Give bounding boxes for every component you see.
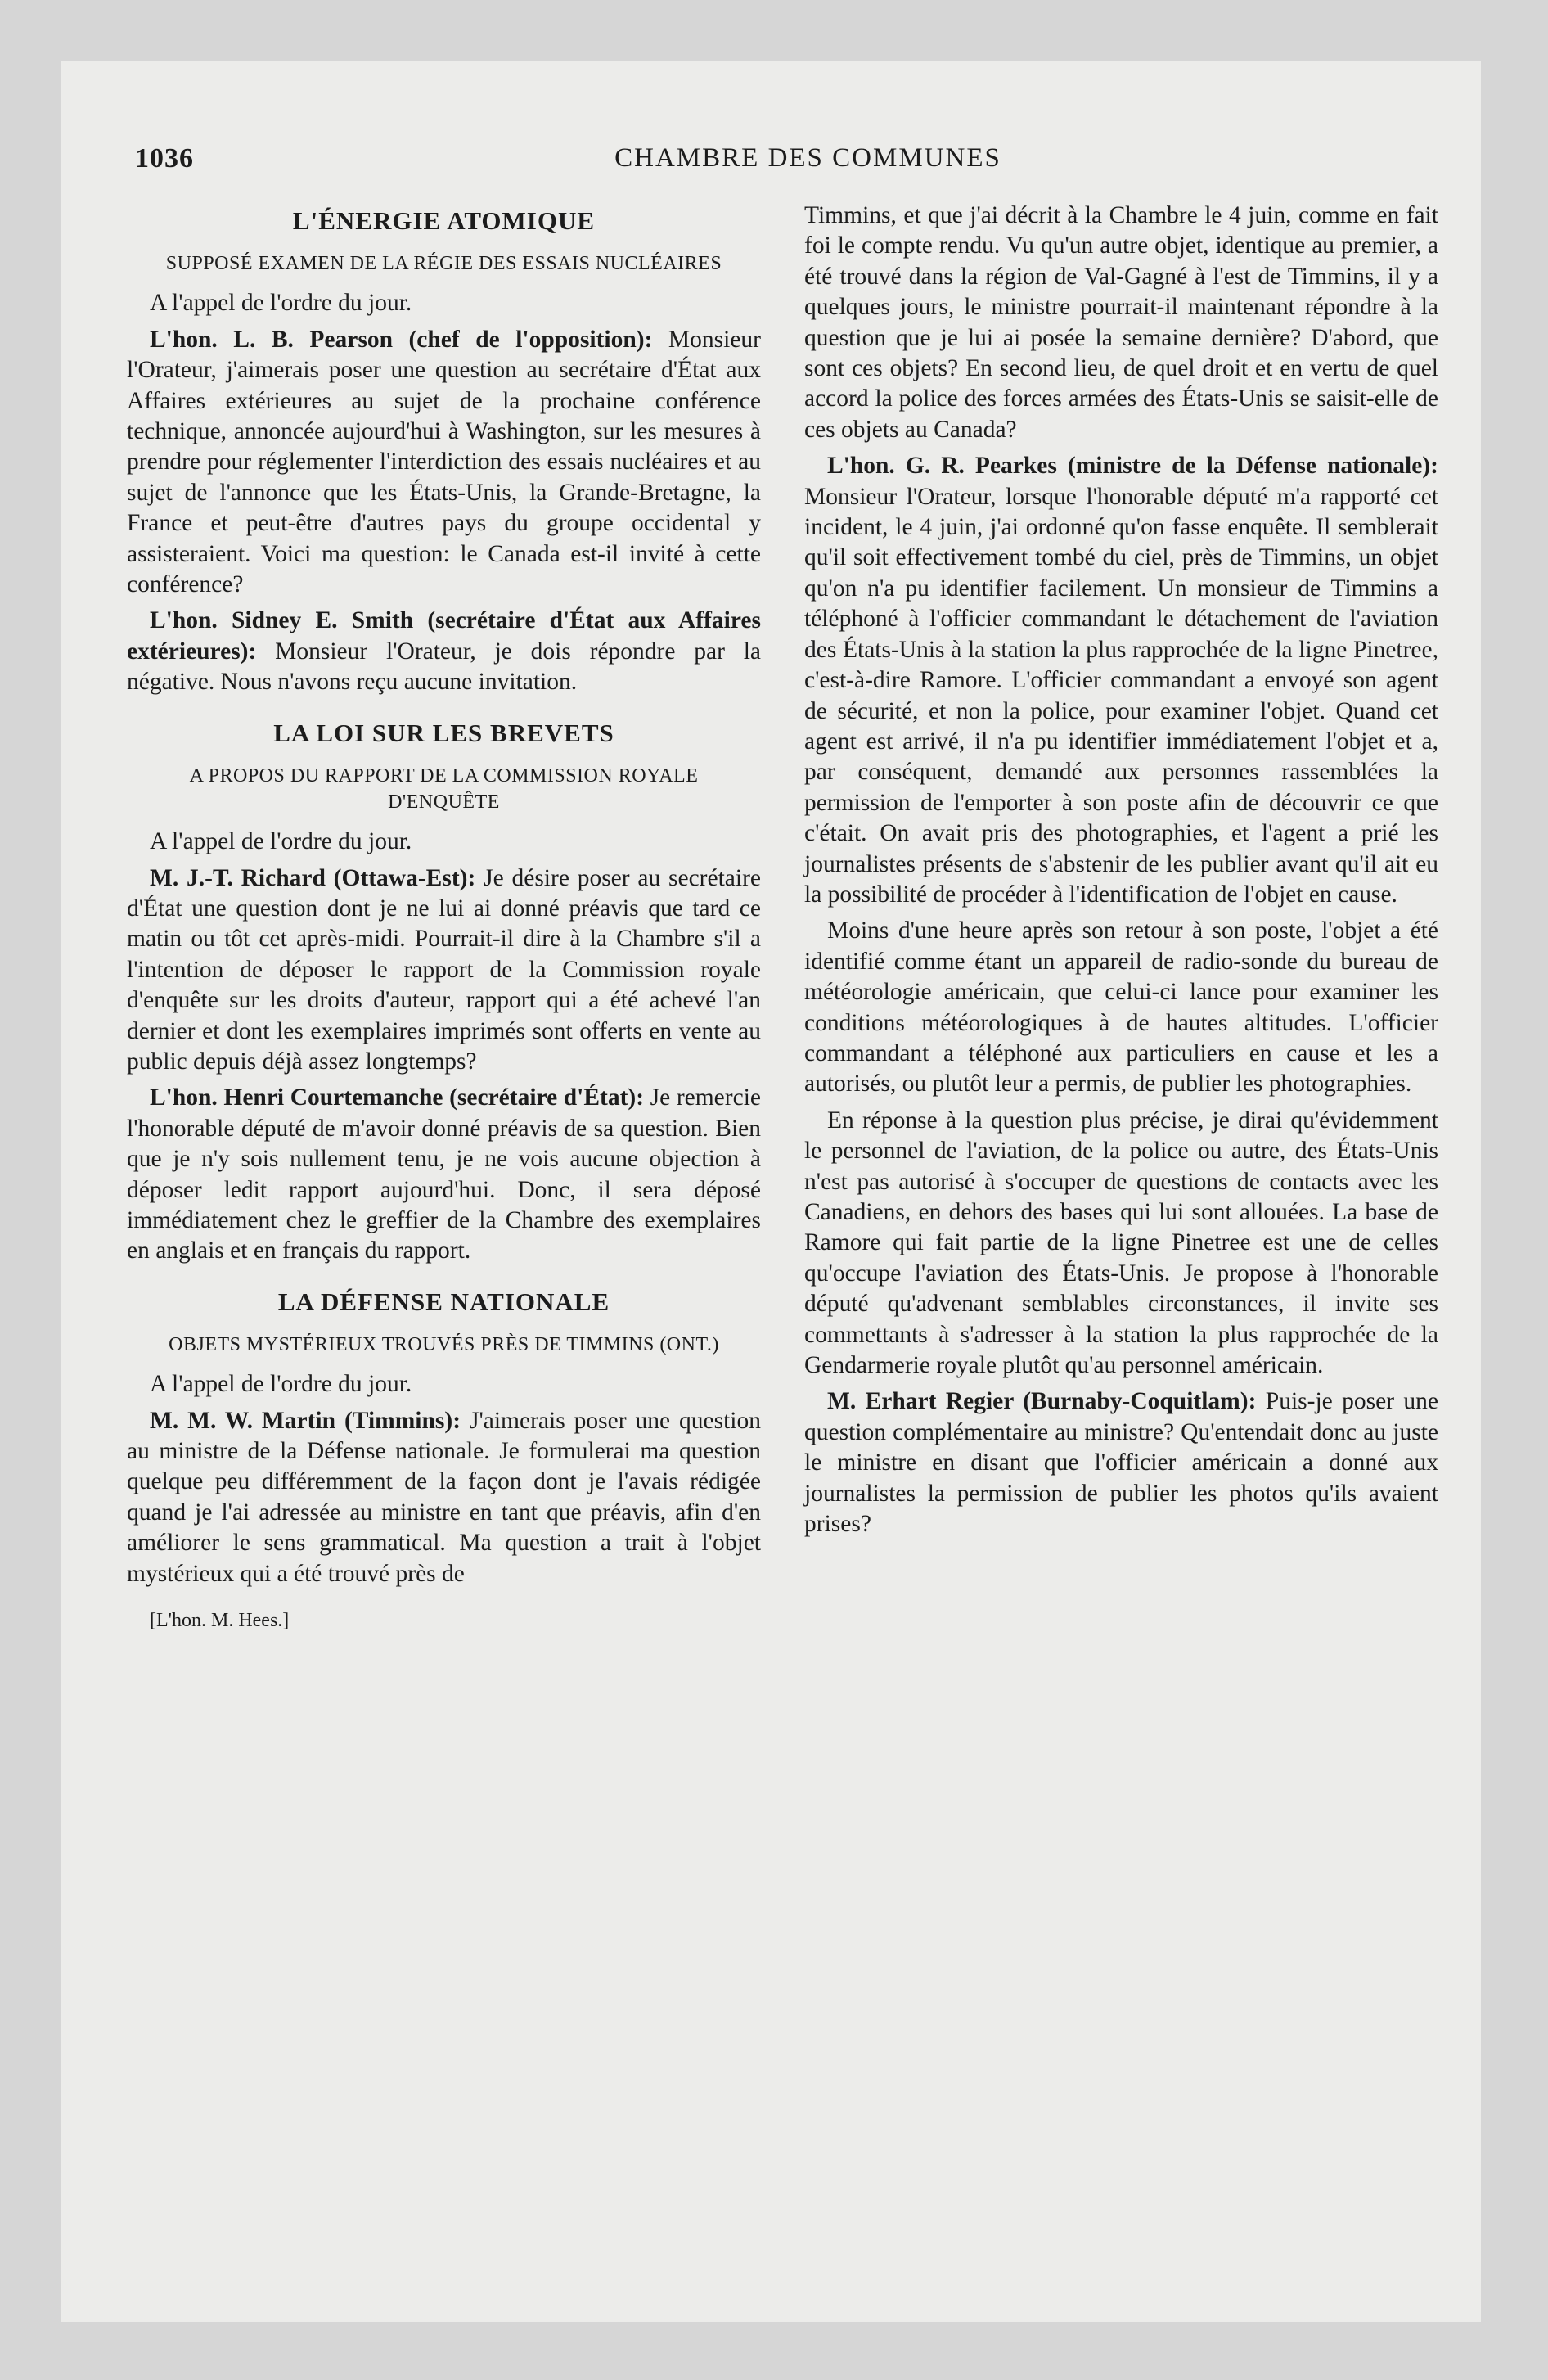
section-heading-patents: LA LOI SUR LES BREVETS bbox=[273, 718, 614, 747]
section-heading-atomic-energy: L'ÉNERGIE ATOMIQUE bbox=[292, 206, 596, 235]
speaker-name: L'hon. Henri Courtemanche (secrétaire d'État): bbox=[150, 1084, 645, 1111]
speaker-name: L'hon. G. R. Pearkes (ministre de la Défense nationale): bbox=[827, 453, 1438, 480]
speech-martin bbox=[127, 1406, 761, 1589]
speech-pearson bbox=[127, 325, 761, 601]
speech-smith bbox=[127, 606, 761, 697]
journal-title: CHAMBRE DES COMMUNES bbox=[614, 143, 1001, 173]
speech-pearkes-paragraph-2: Moins d'une heure après son retour à son poste, l'objet a été identifié comme étant un appareil de radio-sonde du bureau de météorologie américain, que celui-ci lance pour examiner les conditions météorologiques à de hautes altitudes. L'officier commandant a téléphoné aux particuliers en cause et les a autorisés, ou plutôt leur a permis, de publier les photographies. bbox=[804, 917, 1438, 1098]
right-column bbox=[804, 201, 1438, 1545]
speech-pearkes-paragraph-3: En réponse à la question plus précise, je dirai qu'évidemment le personnel de l'aviation, de la police ou autre, des États-Unis n'est pas autorisé à s'occuper de questions de contacts avec les Canadiens, en dehors des bases qui lui sont allouées. La base de Ramore qui fait partie de la ligne Pinetree est une de celles qu'occupe l'aviation des États-Unis. Je propose à l'honorable député qu'advenant semblables circonstances, il invite ses commettants à s'adresser à la station la plus rapprochée de la Gendarmerie royale plutôt qu'au personnel américain. bbox=[804, 1107, 1438, 1379]
speech-text: J'aimerais poser une question au ministre de la Défense nationale. Je formulerai ma question quelque peu différemment de la façon dont je l'avais rédigée quand je l'ai adressée au ministre en tant que préavis, afin d'en améliorer le sens grammatical. Ma question a trait à l'objet mystérieux qui a été trouvé près de bbox=[127, 1407, 761, 1587]
speaker-name: M. Erhart Regier (Burnaby-Coquitlam): bbox=[827, 1388, 1257, 1415]
speech-pearkes bbox=[804, 451, 1438, 910]
speech-courtemanche bbox=[127, 1083, 761, 1266]
section-subheading-royal-commission: A PROPOS DU RAPPORT DE LA COMMISSION ROYALE D'ENQUÊTE bbox=[189, 765, 699, 814]
order-of-day-paragraph: A l'appel de l'ordre du jour. bbox=[150, 290, 412, 317]
running-head bbox=[135, 143, 1481, 184]
speech-text: Je désire poser au secrétaire d'État une question dont je ne lui ai donné préavis que tard ce matin ou tôt cet après-midi. Pourrait-il dire à la Chambre s'il a l'intention de déposer le rapport de la Commission royale d'enquête sur les droits d'auteur, rapport qui a été achevé l'an dernier et dont les exemplaires imprimés sont offerts en vente au public depuis déjà assez longtemps? bbox=[127, 864, 762, 1075]
speech-richard bbox=[127, 863, 761, 1078]
speech-text: Monsieur l'Orateur, lorsque l'honorable député m'a rapporté cet incident, le 4 juin, j'ai ordonné qu'on fasse enquête. Il semblerait qu'il soit effectivement tombé du ciel, près de Timmins, un objet qu'on n'a pu identifier facilement. Un monsieur de Timmins a téléphoné à l'officier commandant le détachement de l'aviation des États-Unis à la station la plus rapprochée de la ligne Pinetree, c'est-à-dire Ramore. L'officier commandant a envoyé son agent de sécurité, et non la police, pour examiner l'objet. Quand cet agent est arrivé, il n'a pu identifier immédiatement l'objet et a, par conséquent, demandé aux personnes rassemblées la permission de l'emporter à son poste afin de découvrir ce que c'était. On avait pris des photographies, et l'agent a prié les journalistes présents de s'abstenir de les publier avant qu'il ait eu la possibilité de procéder à l'identification de l'objet en cause. bbox=[804, 483, 1438, 908]
speech-text: Monsieur l'Orateur, j'aimerais poser une question au secrétaire d'État aux Affaires extérieures au sujet de la prochaine conférence technique, annoncée aujourd'hui à Washington, sur les mesures à prendre pour réglementer l'interdiction des essais nucléaires et au sujet de l'annonce que les États-Unis, la Grande-Bretagne, la France et peut-être d'autres pays du groupe occidental y assisteraient. Voici ma question: le Canada est-il invité à cette conférence? bbox=[127, 326, 762, 598]
hansard-page bbox=[61, 61, 1481, 2322]
speech-text: Je remercie l'honorable député de m'avoir donné préavis de sa question. Bien que je n'y sois nullement tenu, je ne vois aucune objection à déposer ledit rapport aujourd'hui. Donc, il sera déposé immédiatement chez le greffier de la Chambre des exemplaires en anglais et en français du rapport. bbox=[127, 1084, 761, 1264]
order-of-day-paragraph: A l'appel de l'ordre du jour. bbox=[150, 1371, 412, 1398]
speaker-name: M. J.-T. Richard (Ottawa-Est): bbox=[150, 864, 476, 891]
speech-regier bbox=[804, 1386, 1438, 1539]
order-of-day-paragraph: A l'appel de l'ordre du jour. bbox=[150, 828, 412, 855]
section-heading-national-defence: LA DÉFENSE NATIONALE bbox=[277, 1287, 610, 1316]
speech-text: Monsieur l'Orateur, je dois répondre par la négative. Nous n'avons reçu aucune invitation. bbox=[127, 638, 761, 696]
speaker-name: L'hon. Sidney E. Smith (secrétaire d'État aux Affaires extérieures): bbox=[127, 607, 761, 665]
left-column bbox=[127, 201, 761, 1636]
speaker-name: L'hon. L. B. Pearson (chef de l'opposition): bbox=[150, 326, 653, 353]
speech-text: Puis-je poser une question complémentaire au ministre? Qu'entendait donc au juste le ministre en disant que l'officier américain a donné aux journalistes la permission de publier les photos qu'ils avaient prises? bbox=[804, 1388, 1438, 1538]
speaker-name: M. M. W. Martin (Timmins): bbox=[150, 1407, 461, 1434]
speech-martin-continued: Timmins, et que j'ai décrit à la Chambre le 4 juin, comme en fait foi le compte rendu. Vu qu'un autre objet, identique au premier, a été trouvé dans la région de Val-Gagné à l'est de Timmins, il y a quelques jours, le ministre pourrait-il maintenant répondre à la question que je lui ai posée la semaine dernière? D'abord, que sont ces objets? En second lieu, de quel droit et en vertu de quel accord la police des forces armées des États-Unis se saisit-elle de ces objets au Canada? bbox=[804, 202, 1438, 443]
section-subheading-mysterious-objects: OBJETS MYSTÉRIEUX TROUVÉS PRÈS DE TIMMINS (ONT.) bbox=[169, 1334, 719, 1356]
footer-reference: [L'hon. M. Hees.] bbox=[150, 1610, 290, 1632]
page-number: 1036 bbox=[135, 143, 194, 174]
section-subheading-nuclear-tests: SUPPOSÉ EXAMEN DE LA RÉGIE DES ESSAIS NUCLÉAIRES bbox=[165, 253, 722, 275]
